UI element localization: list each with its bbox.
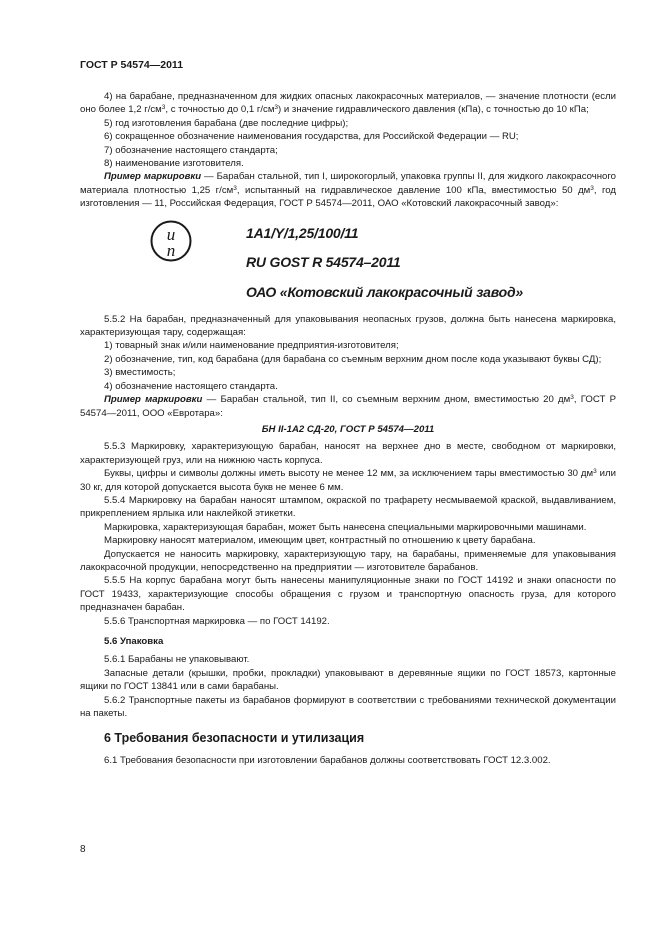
clause-5-5-6: 5.5.6 Транспортная маркировка — по ГОСТ 14192.	[104, 615, 330, 627]
logo-letter-n: n	[166, 240, 176, 260]
superscript: 3	[570, 394, 574, 402]
section-5-6-title: 5.6 Упаковка	[104, 636, 164, 647]
superscript: 3	[593, 468, 597, 476]
list-item: 6) сокращенное обозначение наименования государства, для Российской Федерации — RU;	[104, 131, 519, 143]
clause-5-5-5: 5.5.5 На корпус барабана могут быть нанесены манипуляционные знаки по ГОСТ 14192 и знаки опасности по ГОСТ 19433, характеризующие способы обращения с грузом и транспортную опасность груза, для которого предназначен барабан.	[80, 575, 616, 614]
text: , ГОСТ Р 54574—2011, ООО «Евротара»:	[80, 394, 616, 419]
list-item: 3) вместимость;	[104, 367, 176, 379]
text: ) и значение гидравлического давления (кПа), с точностью до 10 кПа;	[278, 104, 589, 116]
list-item: 1) товарный знак и/или наименование предприятия-изготовителя;	[104, 340, 399, 352]
text: , год изготовления — 11, Российская Федерация, ГОСТ Р 54574—2011, ОАО «Котовский лакокрасочный завод»:	[80, 184, 616, 210]
list-item: 2) обозначение, тип, код барабана (для барабана со съемным верхним дном после кода указывают буквы СД);	[104, 353, 602, 365]
superscript: 3	[233, 184, 237, 192]
superscript: 3	[590, 184, 594, 192]
text: — Барабан стальной, тип I, широкогорлый, упаковка группы II, для жидкого лакокрасочного материала плотностью 1,25 г/см	[80, 171, 616, 196]
logo-letter-u: u	[166, 224, 176, 244]
clause-5-5-3: 5.5.3 Маркировку, характеризующую барабан, наносят на верхнее дно в месте, свободном от маркировки, характеризующей груз, или на нижнюю часть корпуса.	[80, 441, 616, 466]
page-body	[80, 90, 616, 767]
list-item: 7) обозначение настоящего стандарта;	[104, 144, 278, 156]
paragraph: Маркировка, характеризующая барабан, может быть нанесена специальными маркировочными машинами.	[104, 521, 587, 533]
example-marking-code: БН II-1А2 СД-20, ГОСТ Р 54574—2011	[261, 423, 435, 435]
clause-5-6-1: 5.6.1 Барабаны не упаковывают.	[104, 654, 250, 666]
text: , с точностью до 0,1 г/см	[165, 104, 275, 116]
clause-5-6-2: 5.6.2 Транспортные пакеты из барабанов формируют в соответствии с требованиями технической документации на пакеты.	[80, 694, 616, 720]
superscript: 3	[274, 104, 279, 112]
superscript: 3	[161, 104, 166, 112]
example-paragraph	[80, 393, 616, 420]
example-label: Пример маркировки	[104, 394, 203, 406]
text: 4) на барабане, предназначенном для жидких опасных лакокрасочных материалов, — значение плотности (если оно более 1,2 г/см	[80, 91, 616, 116]
marking-example	[80, 215, 616, 311]
text: или 30 кг, для которой допускается высота букв не менее 6 мм.	[80, 468, 616, 493]
example-label: Пример маркировки	[104, 171, 202, 183]
paragraph: Запасные детали (крышки, пробки, прокладки) упаковывают в деревянные ящики по ГОСТ 18573, картонные ящики по ГОСТ 13841 или в сами барабаны.	[80, 667, 616, 693]
example-paragraph	[80, 170, 616, 210]
clause-5-5-4: 5.5.4 Маркировку на барабан наносят штампом, окраской по трафарету несмываемой краской, выдавливанием, прикреплением ярлыка или наклейкой этикетки.	[80, 494, 616, 520]
list-item: 8) наименование изготовителя.	[104, 158, 244, 170]
text: Буквы, цифры и символы должны иметь высоту не менее 12 мм, за исключением тары вместимостью 30 дм	[104, 468, 594, 480]
section-6-title: 6 Требования безопасности и утилизация	[104, 731, 365, 746]
clause-6-1: 6.1 Требования безопасности при изготовлении барабанов должны соответствовать ГОСТ 12.3.002.	[104, 754, 551, 766]
text: , испытанный на гидравлическое давление 100 кПа, вместимостью 50 дм	[236, 184, 591, 196]
page-number: 8	[80, 844, 86, 855]
document-header: ГОСТ Р 54574—2011	[80, 59, 184, 71]
marking-code-line: 1A1/Y/1,25/100/11	[246, 224, 359, 241]
clause-5-5-2: 5.5.2 На барабан, предназначенный для упаковывания неопасных грузов, должна быть нанесена маркировка, характеризующая тару, содержащая:	[80, 313, 616, 339]
list-item: 5) год изготовления барабана (две последние цифры);	[104, 117, 349, 129]
un-packaging-symbol-icon	[150, 219, 192, 263]
paragraph: Допускается не наносить маркировку, характеризующую тару, на барабаны, применяемые для упаковывания лакокрасочной продукции, непосредственно на предприятии — изготовителе барабанов.	[80, 548, 616, 573]
text: — Барабан стальной, тип II, со съемным верхним дном, вместимостью 20 дм	[202, 394, 571, 406]
paragraph-item-4	[80, 90, 616, 117]
paragraph: Маркировку наносят материалом, имеющим цвет, контрастный по отношению к цвету барабана.	[104, 535, 536, 547]
marking-standard-line: RU GOST R 54574–2011	[246, 253, 401, 270]
marking-manufacturer-line: ОАО «Котовский лакокрасочный завод»	[246, 283, 524, 300]
list-item: 4) обозначение настоящего стандарта.	[104, 380, 278, 392]
letter-height-paragraph	[80, 467, 616, 494]
